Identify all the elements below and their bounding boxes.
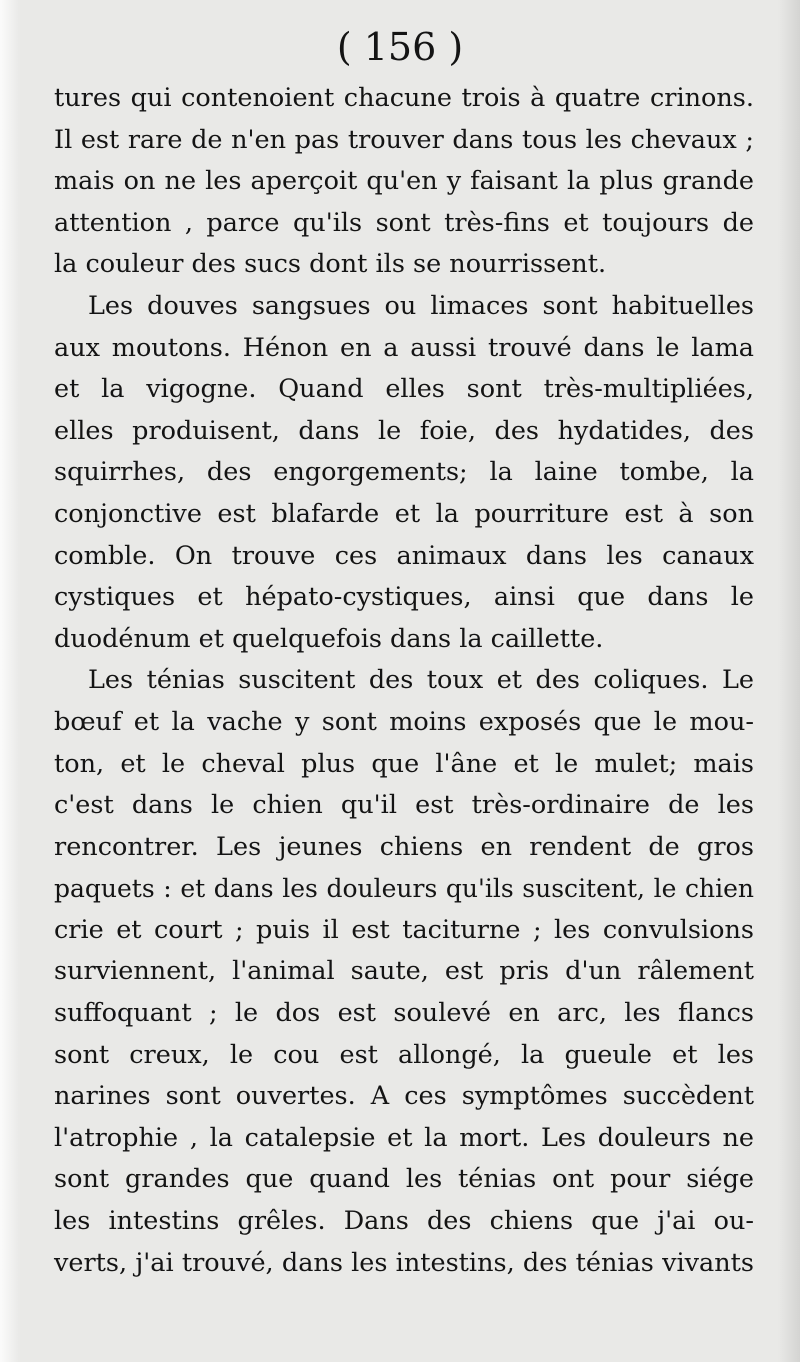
text-line: tures qui contenoient chacune trois à quatre crinons. bbox=[54, 83, 754, 113]
text-line: verts, j'ai trouvé, dans les intestins, des ténias vivants bbox=[54, 1247, 754, 1278]
body-text bbox=[54, 78, 754, 1284]
text-line: les intestins grêles. Dans des chiens que j'ai ou- bbox=[54, 1206, 754, 1237]
text-line: duodénum et quelquefois dans la caillette. bbox=[54, 623, 604, 654]
text-line: et la vigogne. Quand elles sont très-multipliées, bbox=[54, 374, 754, 405]
text-line: c'est dans le chien qu'il est très-ordinaire de les bbox=[54, 790, 754, 821]
text-line: mais on ne les aperçoit qu'en y faisant la plus grande bbox=[54, 166, 754, 197]
text-line: suffoquant ; le dos est soulevé en arc, les flancs bbox=[54, 998, 754, 1029]
text-line: Il est rare de n'en pas trouver dans tous les chevaux ; bbox=[54, 124, 754, 155]
text-line: paquets : et dans les douleurs qu'ils suscitent, le chien bbox=[54, 874, 754, 904]
text-line: cystiques et hépato-cystiques, ainsi que dans le bbox=[54, 582, 754, 613]
text-line: bœuf et la vache y sont moins exposés que le mou- bbox=[54, 706, 754, 737]
text-line: la couleur des sucs dont ils se nourrissent. bbox=[54, 249, 607, 280]
text-line: l'atrophie , la catalepsie et la mort. Les douleurs ne bbox=[54, 1122, 754, 1153]
text-line: crie et court ; puis il est taciturne ; les convulsions bbox=[54, 914, 754, 945]
text-line: elles produisent, dans le foie, des hydatides, des bbox=[54, 415, 754, 446]
text-line: Les douves sangsues ou limaces sont habituelles bbox=[88, 290, 754, 321]
text-line: squirrhes, des engorgements; la laine tombe, la bbox=[54, 457, 754, 488]
text-line: surviennent, l'animal saute, est pris d'un râlement bbox=[54, 956, 754, 987]
text-line: aux moutons. Hénon en a aussi trouvé dans le lama bbox=[54, 332, 754, 363]
text-line: narines sont ouvertes. A ces symptômes succèdent bbox=[54, 1081, 754, 1112]
text-line: ton, et le cheval plus que l'âne et le mulet; mais bbox=[54, 748, 754, 779]
text-line: sont grandes que quand les ténias ont pour siége bbox=[54, 1164, 754, 1195]
text-line: comble. On trouve ces animaux dans les canaux bbox=[54, 540, 754, 571]
text-line: conjonctive est blafarde et la pourriture est à son bbox=[54, 498, 754, 529]
text-line: Les ténias suscitent des toux et des coliques. Le bbox=[88, 665, 754, 696]
text-line: attention , parce qu'ils sont très-fins et toujours de bbox=[54, 207, 754, 238]
page-number: ( 156 ) bbox=[336, 25, 464, 69]
text-line: rencontrer. Les jeunes chiens en rendent de gros bbox=[54, 831, 754, 862]
text-line: sont creux, le cou est allongé, la gueule et les bbox=[54, 1039, 754, 1070]
